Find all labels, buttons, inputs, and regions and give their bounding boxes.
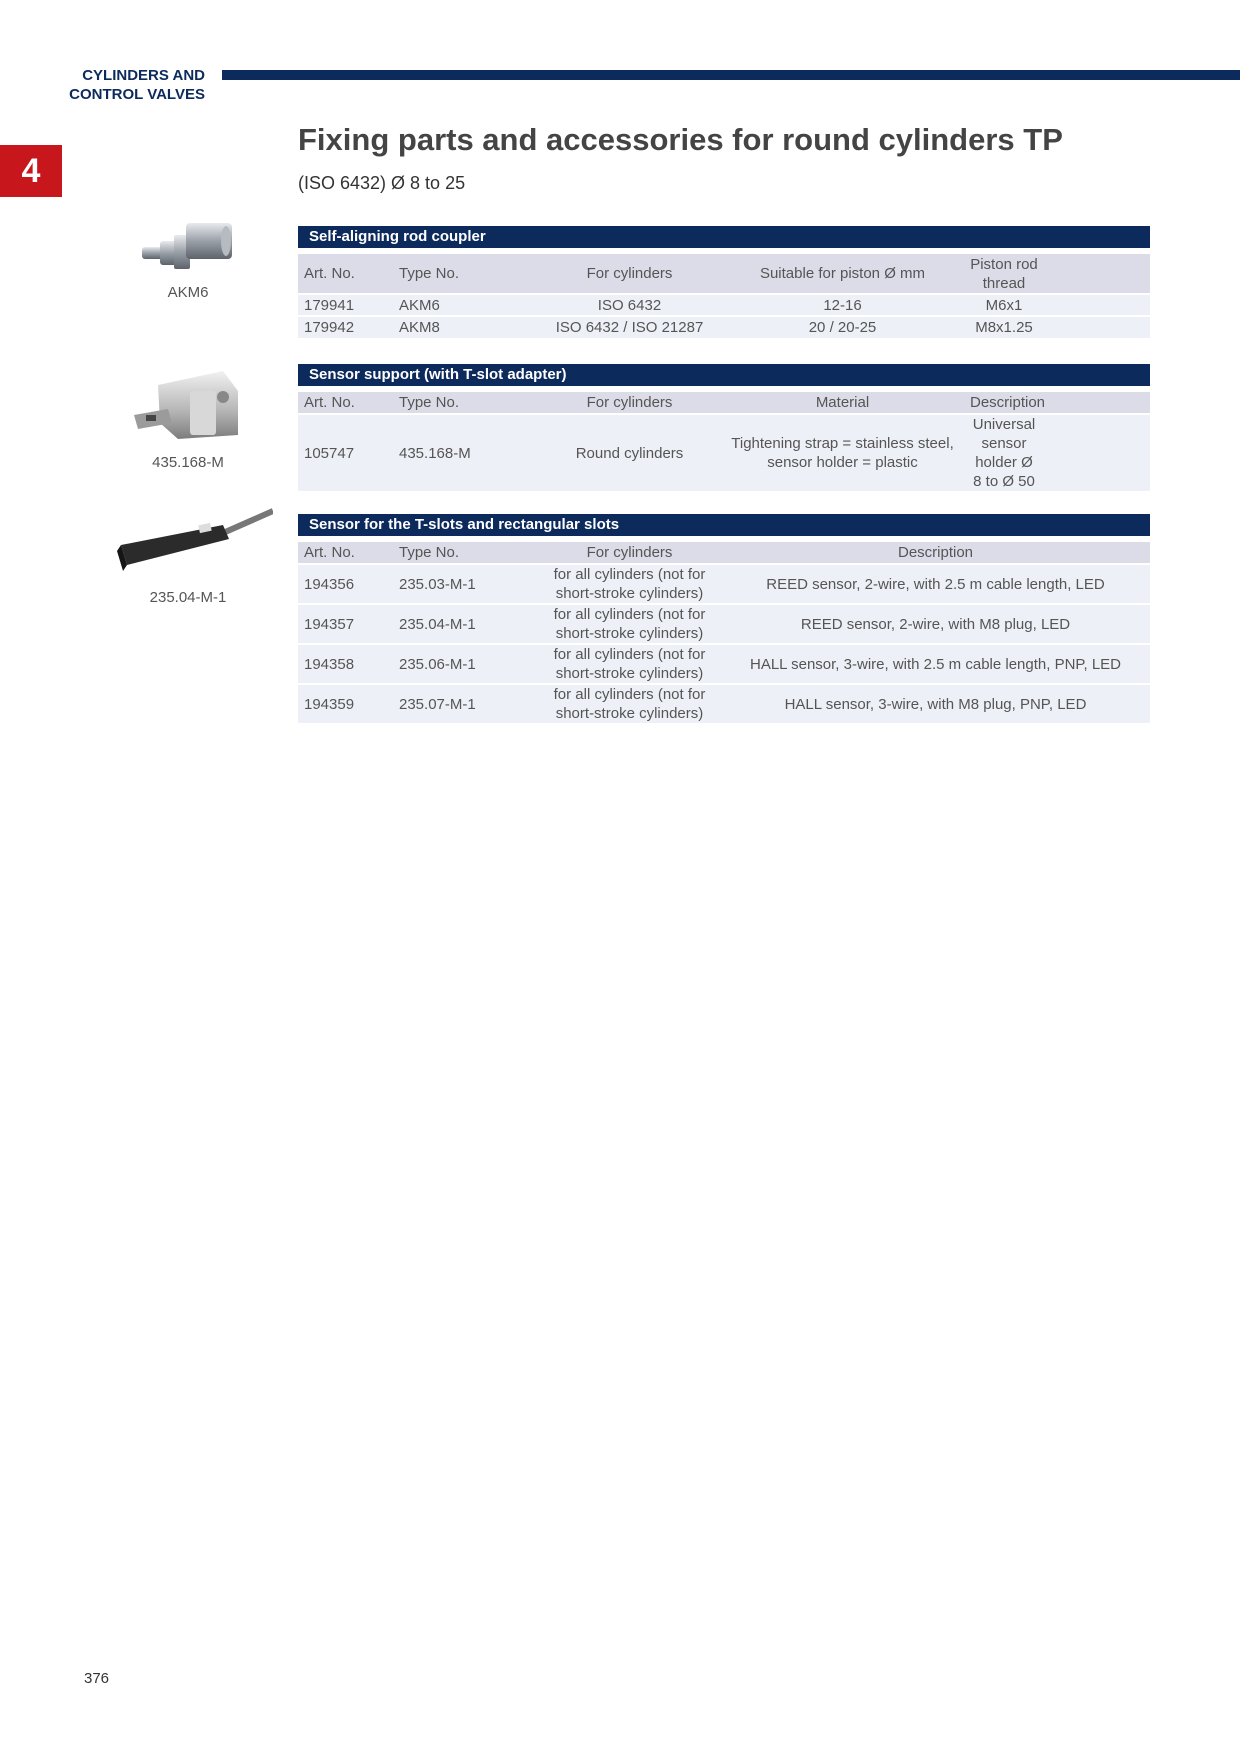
table-row [298, 294, 1150, 316]
table-section-sensors [298, 514, 1150, 723]
table-section-sensor-support [298, 364, 1150, 491]
table-header-row [298, 392, 1150, 414]
table-row [298, 644, 1150, 684]
column-header: Art. No. [298, 254, 393, 294]
column-header: Material [721, 392, 964, 414]
cell: HALL sensor, 3-wire, with M8 plug, PNP, LED [721, 684, 1150, 723]
table-header-row [298, 542, 1150, 564]
cell-empty [1044, 294, 1150, 316]
cell: HALL sensor, 3-wire, with 2.5 m cable length, PNP, LED [721, 644, 1150, 684]
table-title: Sensor for the T-slots and rectangular slots [298, 514, 1150, 536]
page-subtitle: (ISO 6432) Ø 8 to 25 [298, 173, 466, 193]
cell: 235.06-M-1 [393, 644, 538, 684]
cell: Tightening strap = stainless steel, sensor holder = plastic [721, 414, 964, 491]
product-23504m1 [98, 505, 278, 606]
cell: 235.03-M-1 [393, 564, 538, 604]
column-header: Description [964, 392, 1044, 414]
table-title: Self-aligning rod coupler [298, 226, 1150, 248]
column-header: For cylinders [538, 254, 721, 294]
cell: 194359 [298, 684, 393, 723]
cell: AKM8 [393, 316, 538, 338]
cell: REED sensor, 2-wire, with M8 plug, LED [721, 604, 1150, 644]
cell: 235.04-M-1 [393, 604, 538, 644]
column-header: Type No. [393, 392, 538, 414]
cell: REED sensor, 2-wire, with 2.5 m cable length, LED [721, 564, 1150, 604]
cell: Universal sensor holder Ø 8 to Ø 50 [964, 414, 1044, 491]
column-header-empty [1044, 392, 1150, 414]
header-bar [222, 70, 1240, 80]
table-row [298, 414, 1150, 491]
chapter-tab: 4 [0, 145, 62, 197]
cell-empty [1044, 414, 1150, 491]
cell: 194357 [298, 604, 393, 644]
cell: 179942 [298, 316, 393, 338]
cell: AKM6 [393, 294, 538, 316]
cell: 105747 [298, 414, 393, 491]
table-row [298, 604, 1150, 644]
table-row [298, 564, 1150, 604]
column-header: Description [721, 542, 1150, 564]
cell: for all cylinders (not for short-stroke cylinders) [538, 644, 721, 684]
column-header: For cylinders [538, 542, 721, 564]
column-header: Suitable for piston Ø mm [721, 254, 964, 294]
section-label-line2: CONTROL VALVES [69, 86, 205, 103]
table-row [298, 316, 1150, 338]
page-title: Fixing parts and accessories for round cylinders TP [298, 122, 1063, 157]
section-label-line1: CYLINDERS AND [82, 67, 205, 84]
product-435168m [98, 365, 278, 471]
cell: Round cylinders [538, 414, 721, 491]
column-header: Art. No. [298, 542, 393, 564]
column-header-empty [1044, 254, 1150, 294]
column-header: For cylinders [538, 392, 721, 414]
table-section-rod-coupler [298, 226, 1150, 338]
sensor-support-icon [128, 365, 248, 450]
table-header-row [298, 254, 1150, 294]
column-header: Piston rod thread [964, 254, 1044, 294]
cell: 20 / 20-25 [721, 316, 964, 338]
cell: for all cylinders (not for short-stroke cylinders) [538, 684, 721, 723]
rod-coupler-table [298, 254, 1150, 338]
section-label [40, 66, 205, 104]
cell: 235.07-M-1 [393, 684, 538, 723]
cell: for all cylinders (not for short-stroke cylinders) [538, 564, 721, 604]
sensor-icon [103, 505, 273, 585]
cell: ISO 6432 [538, 294, 721, 316]
page-number: 376 [84, 1670, 110, 1687]
cell: 179941 [298, 294, 393, 316]
product-caption: AKM6 [167, 284, 209, 301]
product-caption: 235.04-M-1 [149, 589, 227, 606]
sensor-support-table [298, 392, 1150, 491]
cell: ISO 6432 / ISO 21287 [538, 316, 721, 338]
column-header: Type No. [393, 254, 538, 294]
product-caption: 435.168-M [152, 454, 224, 471]
product-akm6 [98, 215, 278, 301]
cell: 194356 [298, 564, 393, 604]
table-title: Sensor support (with T-slot adapter) [298, 364, 1150, 386]
cell: for all cylinders (not for short-stroke cylinders) [538, 604, 721, 644]
cell: 194358 [298, 644, 393, 684]
cell: 435.168-M [393, 414, 538, 491]
table-row [298, 684, 1150, 723]
column-header: Type No. [393, 542, 538, 564]
cell: M6x1 [964, 294, 1044, 316]
column-header: Art. No. [298, 392, 393, 414]
cell-empty [1044, 316, 1150, 338]
cell: 12-16 [721, 294, 964, 316]
cell: M8x1.25 [964, 316, 1044, 338]
sensor-table [298, 542, 1150, 723]
rod-coupler-icon [138, 215, 238, 280]
